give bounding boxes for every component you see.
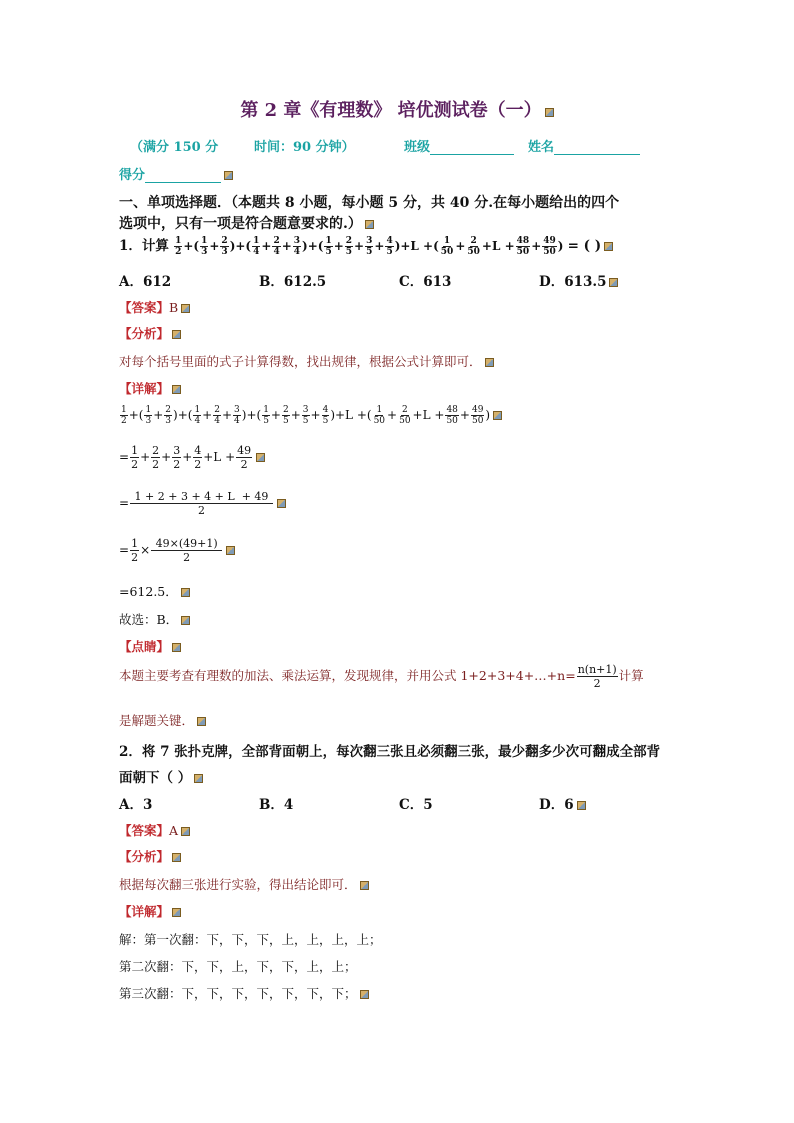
image-icon: [226, 546, 235, 554]
image-icon: [493, 411, 502, 419]
image-icon: [181, 616, 190, 624]
detail-line-1: 解：第一次翻：下，下，下，上，上，上，上；: [119, 932, 382, 947]
choice-statement: 故选：B．: [119, 610, 190, 628]
detail-line-2: 第二次翻：下，下，上，下，下，上，上；: [119, 959, 357, 974]
detail-label: 【详解】: [119, 379, 181, 397]
image-icon: [256, 453, 265, 461]
image-icon: [194, 774, 203, 782]
image-icon: [197, 717, 206, 725]
question-2-line1: 2．将 7 张扑克牌，全部背面朝上，每次翻三张且必须翻三张，最少翻多少次可翻成全部背: [119, 744, 661, 760]
question-2-options: [119, 793, 586, 813]
image-icon: [181, 304, 190, 312]
detail-line-3: 第三次翻：下，下，下，下，下，下，下；: [119, 984, 369, 1002]
image-icon: [604, 242, 613, 250]
full-score: （满分 150 分: [130, 140, 219, 155]
option-b: B．612.5: [259, 274, 327, 290]
answer-row-2: 【答案】A: [119, 820, 190, 839]
image-icon: [365, 220, 374, 228]
detail-result: =612.5．: [119, 582, 190, 600]
option-c: C．613: [399, 274, 452, 290]
analysis-label-2: 【分析】: [119, 847, 181, 865]
question-2-line2: 面朝下（ ）: [119, 766, 203, 786]
image-icon: [360, 990, 369, 998]
image-icon: [609, 278, 618, 286]
image-icon: [277, 499, 286, 507]
detail-step-4: = $\frac{1}{2}$ × $\frac{49\times(49+1)}{2}$: [119, 537, 235, 564]
option-b: B．4: [259, 797, 294, 813]
question-1-options: [119, 270, 618, 290]
comment-text-line1: 本题主要考查有理数的加法、乘法运算，发现规律，并用公式 1+2+3+4+…+n= $\frac{n(n+1)}{2}$ 计算: [119, 663, 644, 690]
answer-row: 【答案】B: [119, 297, 190, 316]
image-icon: [485, 358, 494, 366]
analysis-text: 对每个括号里面的式子计算得数，找出规律，根据公式计算即可．: [119, 352, 494, 370]
detail-step-1: $\frac{1}{2}$ +( $\frac{1}{3}$ + $\frac{2}{3}$ )+( $\frac{1}{4}$ + $\frac{2}{4}$ + $\frac{3}{4}$ )+( $\frac{1}{5}$ + $\frac{2}{5}$ + $\frac{3}{5}$ + $\frac{4}{5}$ )+L +( $\frac{1}{50}$ + $\frac{2}{50}$ +L + $\frac{48}{50}$ + $\frac{49}{50}$ ): [119, 405, 502, 426]
option-d: D．613.5: [539, 274, 607, 290]
image-icon: [172, 853, 181, 861]
image-icon: [172, 330, 181, 338]
option-a: A．612: [119, 274, 172, 290]
detail-step-2: = $\frac{1}{2}$ + $\frac{2}{2}$ + $\frac{3}{2}$ + $\frac{4}{2}$ +L + $\frac{49}{2}$: [119, 444, 265, 471]
option-c: C．5: [399, 797, 433, 813]
analysis-text-2: 根据每次翻三张进行实验，得出结论即可．: [119, 875, 369, 893]
question-1: 1．计算 $\frac{1}{2}$ +( $\frac{1}{3}$ + $\frac{2}{3}$ )+( $\frac{1}{4}$ + $\frac{2}{4}$ + $\frac{3}{4}$ )+( $\frac{1}{5}$ + $\frac{2}{5}$ + $\frac{3}{5}$ + $\frac{4}{5}$ )+L +( $\frac{1}{50}$ + $\frac{2}{50}$ +L + $\frac{48}{50}$ + $\frac{49}{50}$ ) = ( ): [119, 234, 613, 257]
question-1-expression: $\frac{1}{2}$ +( $\frac{1}{3}$ + $\frac{2}{3}$ )+( $\frac{1}{4}$ + $\frac{2}{4}$ + $\frac{3}{4}$ )+( $\frac{1}{5}$ + $\frac{2}{5}$ + $\frac{3}{5}$ + $\frac{4}{5}$ )+L +( $\frac{1}{50}$ + $\frac{2}{50}$ +L + $\frac{48}{50}$ + $\frac{49}{50}$ ): [175, 236, 568, 257]
option-a: A．3: [119, 797, 153, 813]
exam-time: 时间：90 分钟）: [254, 140, 355, 155]
image-icon: [172, 643, 181, 651]
comment-text-line2: 是解题关键．: [119, 711, 206, 729]
image-icon: [577, 801, 586, 809]
option-d: D．6: [539, 797, 574, 813]
page-title: 第 2 章《有理数》 培优测试卷（一）: [0, 96, 794, 122]
section-heading-line1: 一、单项选择题．（本题共 8 小题，每小题 5 分，共 40 分.在每小题给出的四个: [119, 195, 620, 211]
image-icon: [172, 908, 181, 916]
image-icon: [172, 385, 181, 393]
name-field: 姓名: [528, 136, 640, 155]
image-icon: [545, 108, 554, 116]
detail-step-3: = $\frac{1 + 2 + 3 + 4 + L + 49}{2}$: [119, 490, 286, 517]
image-icon: [360, 881, 369, 889]
class-field: 班级: [404, 136, 514, 155]
comment-label: 【点睛】: [119, 637, 181, 655]
image-icon: [181, 588, 190, 596]
analysis-label: 【分析】: [119, 324, 181, 342]
image-icon: [224, 171, 233, 179]
score-field: 得分: [119, 164, 233, 183]
detail-label-2: 【详解】: [119, 902, 181, 920]
image-icon: [181, 827, 190, 835]
section-heading-line2: 选项中，只有一项是符合题意要求的.）: [119, 213, 374, 233]
